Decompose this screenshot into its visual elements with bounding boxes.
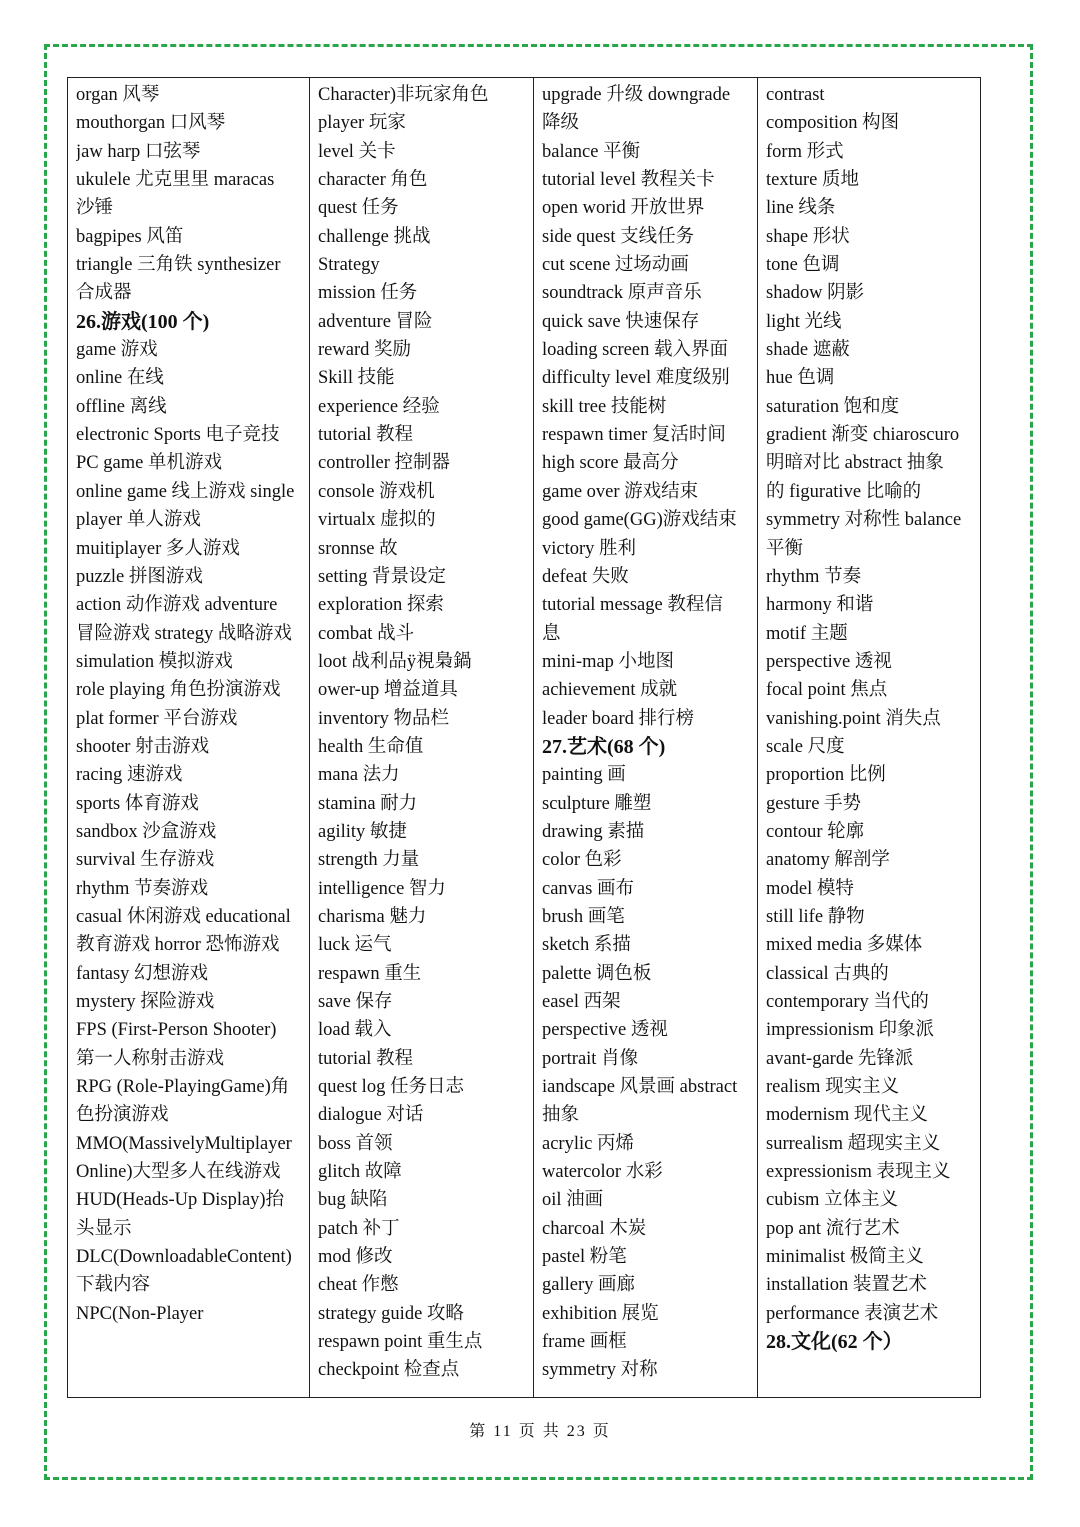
vocab-entry: 明暗对比 abstract 抽象 bbox=[766, 453, 944, 474]
vocab-entry: tutorial message 教程信 bbox=[542, 595, 723, 616]
vocab-entry: DLC(DownloadableContent) bbox=[76, 1247, 292, 1268]
vocab-entry: expressionism 表现主义 bbox=[766, 1162, 951, 1183]
vocab-entry: bug 缺陷 bbox=[318, 1190, 388, 1211]
vocab-entry: portrait 肖像 bbox=[542, 1048, 639, 1069]
vocab-entry: motif 主题 bbox=[766, 623, 848, 644]
vocab-entry: 冒险游戏 strategy 战略游戏 bbox=[76, 623, 292, 644]
vocab-entry: high score 最高分 bbox=[542, 453, 679, 474]
vocab-entry: rhythm 节奏 bbox=[766, 566, 862, 587]
vocab-entry: 教育游戏 horror 恐怖游戏 bbox=[76, 935, 280, 956]
vocab-entry: 息 bbox=[542, 623, 561, 644]
vocab-entry: form 形式 bbox=[766, 141, 844, 162]
section-heading: 26.游戏(100 个) bbox=[76, 310, 210, 333]
vocab-entry: victory 胜利 bbox=[542, 538, 637, 559]
vocab-entry: sronnse 故 bbox=[318, 538, 398, 559]
vocab-entry: challenge 挑战 bbox=[318, 226, 431, 247]
vocab-entry: watercolor 水彩 bbox=[542, 1162, 663, 1183]
vocab-entry: saturation 饱和度 bbox=[766, 396, 900, 417]
vocab-entry: ower-up 增益道具 bbox=[318, 680, 458, 701]
vocab-entry: action 动作游戏 adventure bbox=[76, 595, 278, 616]
vocab-entry: racing 速游戏 bbox=[76, 765, 183, 786]
vocab-entry: 的 figurative 比喻的 bbox=[766, 481, 922, 502]
vocab-entry: scale 尺度 bbox=[766, 736, 845, 757]
vocab-entry: quick save 快速保存 bbox=[542, 311, 700, 332]
vocab-entry: 抽象 bbox=[542, 1105, 580, 1126]
vocab-entry: easel 西架 bbox=[542, 992, 621, 1012]
vocab-entry: health 生命值 bbox=[318, 736, 424, 757]
vocab-entry: gesture 手势 bbox=[766, 793, 862, 814]
section-heading: 28.文化(62 个） bbox=[766, 1331, 903, 1354]
vocab-entry: Strategy bbox=[318, 255, 380, 276]
vocab-entry: dialogue 对话 bbox=[318, 1105, 424, 1126]
vocab-entry: boss 首领 bbox=[318, 1133, 393, 1154]
vocab-entry: FPS (First-Person Shooter) bbox=[76, 1020, 277, 1041]
vocab-entry: mystery 探险游戏 bbox=[76, 992, 215, 1012]
vocab-entry: 合成器 bbox=[76, 283, 132, 304]
vocab-entry: modernism 现代主义 bbox=[766, 1105, 928, 1126]
vocab-entry: respawn timer 复活时间 bbox=[542, 425, 726, 446]
vocab-entry: achievement 成就 bbox=[542, 680, 678, 701]
vocab-entry: survival 生存游戏 bbox=[76, 850, 215, 871]
vocab-entry: tone 色调 bbox=[766, 255, 840, 276]
vocab-entry: checkpoint 检查点 bbox=[318, 1360, 460, 1381]
vocab-entry: NPC(Non-Player bbox=[76, 1303, 204, 1324]
vocab-entry: proportion 比例 bbox=[766, 765, 886, 786]
vocab-entry: hue 色调 bbox=[766, 368, 835, 389]
vocab-entry: inventory 物品栏 bbox=[318, 708, 450, 729]
vocab-entry: online 在线 bbox=[76, 368, 164, 389]
vocab-entry: model 模特 bbox=[766, 878, 854, 899]
vocab-entry: muitiplayer 多人游戏 bbox=[76, 538, 240, 559]
vocab-entry: cheat 作憋 bbox=[318, 1275, 399, 1296]
vocab-entry: contemporary 当代的 bbox=[766, 992, 929, 1012]
vocab-entry: strategy guide 攻略 bbox=[318, 1303, 464, 1324]
vocab-entry: electronic Sports 电子竞技 bbox=[76, 425, 280, 446]
vocab-entry: stamina 耐力 bbox=[318, 793, 418, 814]
vocab-entry: palette 调色板 bbox=[542, 963, 652, 984]
vocab-entry: harmony 和谐 bbox=[766, 595, 874, 616]
vocab-entry: avant-garde 先锋派 bbox=[766, 1048, 914, 1069]
vocab-entry: charcoal 木炭 bbox=[542, 1218, 647, 1239]
vocab-entry: shooter 射击游戏 bbox=[76, 736, 210, 757]
vocab-entry: mouthorgan 口风琴 bbox=[76, 113, 226, 134]
vocab-entry: pop ant 流行艺术 bbox=[766, 1218, 900, 1239]
vocab-entry: still life 静物 bbox=[766, 906, 865, 927]
vocab-entry: Online)大型多人在线游戏 bbox=[76, 1162, 281, 1183]
vocab-entry: character 角色 bbox=[318, 170, 428, 191]
vocab-entry: good game(GG)游戏结束 bbox=[542, 510, 737, 531]
vocab-entry: contour 轮廓 bbox=[766, 821, 865, 842]
vocab-entry: surrealism 超现实主义 bbox=[766, 1133, 941, 1154]
vocab-entry: simulation 模拟游戏 bbox=[76, 651, 233, 672]
vocab-entry: load 载入 bbox=[318, 1020, 392, 1041]
vocab-entry: bagpipes 风笛 bbox=[76, 226, 184, 247]
vocab-entry: save 保存 bbox=[318, 992, 393, 1012]
vocab-entry: quest 任务 bbox=[318, 198, 399, 219]
vocab-entry: sketch 系描 bbox=[542, 935, 631, 956]
vocab-entry: perspective 透视 bbox=[766, 651, 892, 672]
vocab-entry: exhibition 展览 bbox=[542, 1303, 659, 1324]
vocab-entry: mission 任务 bbox=[318, 283, 418, 304]
vocab-entry: tutorial 教程 bbox=[318, 1048, 414, 1069]
vocab-entry: Character)非玩家角色 bbox=[318, 85, 489, 105]
vocab-entry: exploration 探索 bbox=[318, 595, 444, 616]
vocab-entry: combat 战斗 bbox=[318, 623, 415, 644]
vocab-entry: defeat 失败 bbox=[542, 566, 629, 587]
vocab-entry: glitch 故障 bbox=[318, 1162, 402, 1183]
vocab-entry: sports 体育游戏 bbox=[76, 793, 199, 814]
table-column-2 bbox=[310, 78, 534, 1397]
vocab-entry: player 玩家 bbox=[318, 113, 406, 134]
vocab-entry: open worid 开放世界 bbox=[542, 198, 705, 219]
vocab-entry: skill tree 技能树 bbox=[542, 396, 667, 417]
vocab-entry: mixed media 多媒体 bbox=[766, 935, 923, 956]
vocab-entry: game over 游戏结束 bbox=[542, 481, 699, 502]
vocab-entry: RPG (Role-PlayingGame)角 bbox=[76, 1077, 290, 1098]
vocab-entry: loading screen 载入界面 bbox=[542, 340, 728, 361]
vocab-entry: leader board 排行榜 bbox=[542, 708, 695, 729]
vocab-entry: experience 经验 bbox=[318, 396, 440, 417]
vocab-entry: anatomy 解剖学 bbox=[766, 850, 890, 871]
vocab-entry: organ 风琴 bbox=[76, 85, 160, 105]
vocab-entry: side quest 支线任务 bbox=[542, 226, 695, 247]
vocab-entry: puzzle 拼图游戏 bbox=[76, 566, 203, 587]
vocab-entry: frame 画框 bbox=[542, 1332, 627, 1353]
vocab-entry: 降级 bbox=[542, 113, 580, 134]
vocab-entry: composition 构图 bbox=[766, 113, 900, 134]
vocab-entry: charisma 魅力 bbox=[318, 906, 427, 927]
vocab-entry: reward 奖励 bbox=[318, 340, 411, 361]
vocab-entry: casual 休闲游戏 educational bbox=[76, 906, 291, 927]
vocab-entry: light 光线 bbox=[766, 311, 842, 332]
table-column-4 bbox=[758, 78, 980, 1397]
vocab-entry: role playing 角色扮演游戏 bbox=[76, 680, 281, 701]
vocab-entry: pastel 粉笔 bbox=[542, 1247, 627, 1268]
vocab-entry: fantasy 幻想游戏 bbox=[76, 963, 209, 984]
vocab-entry: symmetry 对称性 balance bbox=[766, 510, 962, 531]
vocab-entry: mod 修改 bbox=[318, 1247, 393, 1268]
vocab-entry: performance 表演艺术 bbox=[766, 1303, 939, 1324]
vocab-entry: canvas 画布 bbox=[542, 878, 634, 899]
vocab-entry: rhythm 节奏游戏 bbox=[76, 878, 209, 899]
vocab-entry: gallery 画廊 bbox=[542, 1275, 635, 1296]
vocab-entry: focal point 焦点 bbox=[766, 680, 888, 701]
vocab-entry: iandscape 风景画 abstract bbox=[542, 1077, 738, 1098]
vocab-entry: shape 形状 bbox=[766, 226, 850, 247]
vocab-entry: painting 画 bbox=[542, 765, 626, 786]
vocab-entry: line 线条 bbox=[766, 198, 836, 219]
vocab-entry: jaw harp 口弦琴 bbox=[76, 141, 201, 162]
vocab-entry: level 关卡 bbox=[318, 141, 396, 162]
vocab-entry: cut scene 过场动画 bbox=[542, 255, 689, 276]
vocab-entry: respawn point 重生点 bbox=[318, 1332, 483, 1353]
vocab-entry: brush 画笔 bbox=[542, 906, 625, 927]
vocab-entry: mana 法力 bbox=[318, 765, 400, 786]
vocab-entry: online game 线上游戏 single bbox=[76, 481, 295, 502]
vocab-entry: color 色彩 bbox=[542, 850, 622, 871]
vocab-entry: game 游戏 bbox=[76, 340, 158, 361]
vocab-entry: upgrade 升级 downgrade bbox=[542, 85, 731, 105]
vocab-entry: controller 控制器 bbox=[318, 453, 451, 474]
vocab-entry: sculpture 雕塑 bbox=[542, 793, 652, 814]
vocab-entry: 第一人称射击游戏 bbox=[76, 1048, 225, 1069]
vocab-entry: acrylic 丙烯 bbox=[542, 1133, 634, 1154]
vocab-entry: tutorial level 教程关卡 bbox=[542, 170, 715, 191]
vocab-entry: PC game 单机游戏 bbox=[76, 453, 222, 474]
vocab-entry: MMO(MassivelyMultiplayer bbox=[76, 1133, 292, 1154]
vocab-entry: patch 补丁 bbox=[318, 1218, 400, 1239]
vocab-entry: mini-map 小地图 bbox=[542, 651, 675, 672]
table-column-1 bbox=[68, 78, 310, 1397]
vocab-entry: contrast bbox=[766, 85, 825, 105]
vocab-entry: cubism 立体主义 bbox=[766, 1190, 899, 1211]
vocab-entry: drawing 素描 bbox=[542, 821, 645, 842]
vocab-entry: minimalist 极简主义 bbox=[766, 1247, 924, 1268]
section-heading: 27.艺术(68 个) bbox=[542, 735, 666, 758]
vocab-entry: perspective 透视 bbox=[542, 1020, 668, 1041]
vocab-entry: respawn 重生 bbox=[318, 963, 422, 984]
page-number: 第 11 页 共 23 页 bbox=[469, 1423, 611, 1440]
vocab-entry: 头显示 bbox=[76, 1218, 132, 1239]
vocab-entry: HUD(Heads-Up Display)抬 bbox=[76, 1190, 285, 1211]
vocab-entry: Skill 技能 bbox=[318, 368, 395, 389]
vocab-entry: loot 战利品ÿ視梟鍋 bbox=[318, 651, 472, 672]
vocab-entry: gradient 渐变 chiaroscuro bbox=[766, 425, 960, 446]
vocab-entry: 色扮演游戏 bbox=[76, 1105, 169, 1126]
vocab-entry: 平衡 bbox=[766, 538, 804, 559]
vocab-entry: player 单人游戏 bbox=[76, 510, 201, 531]
vocab-entry: shade 遮蔽 bbox=[766, 340, 850, 361]
vocab-entry: intelligence 智力 bbox=[318, 878, 446, 899]
vocab-entry: oil 油画 bbox=[542, 1190, 604, 1211]
vocab-entry: vanishing.point 消失点 bbox=[766, 708, 941, 729]
vocab-entry: quest log 任务日志 bbox=[318, 1077, 464, 1098]
vocab-entry: texture 质地 bbox=[766, 170, 859, 191]
vocab-entry: balance 平衡 bbox=[542, 141, 641, 162]
vocab-entry: virtualx 虚拟的 bbox=[318, 510, 436, 531]
vocab-entry: strength 力量 bbox=[318, 850, 420, 871]
vocab-entry: triangle 三角铁 synthesizer bbox=[76, 255, 281, 276]
vocab-entry: offline 离线 bbox=[76, 396, 167, 417]
vocab-entry: 下载内容 bbox=[76, 1275, 151, 1296]
vocab-entry: impressionism 印象派 bbox=[766, 1020, 935, 1041]
vocab-entry: sandbox 沙盒游戏 bbox=[76, 821, 217, 842]
vocab-entry: console 游戏机 bbox=[318, 481, 435, 502]
vocab-entry: realism 现实主义 bbox=[766, 1077, 900, 1098]
vocab-entry: shadow 阴影 bbox=[766, 283, 865, 304]
vocab-entry: ukulele 尤克里里 maracas bbox=[76, 170, 275, 191]
vocab-entry: symmetry 对称 bbox=[542, 1360, 658, 1381]
vocab-entry: tutorial 教程 bbox=[318, 425, 414, 446]
vocab-entry: setting 背景设定 bbox=[318, 566, 446, 587]
vocab-entry: installation 装置艺术 bbox=[766, 1275, 927, 1296]
vocab-entry: plat former 平台游戏 bbox=[76, 708, 238, 729]
vocab-entry: soundtrack 原声音乐 bbox=[542, 283, 702, 304]
vocabulary-table bbox=[67, 77, 981, 1398]
vocab-entry: luck 运气 bbox=[318, 935, 392, 956]
vocab-entry: agility 敏捷 bbox=[318, 821, 407, 842]
vocab-entry: 沙锤 bbox=[76, 198, 114, 219]
table-column-3 bbox=[534, 78, 758, 1397]
vocab-entry: difficulty level 难度级别 bbox=[542, 368, 730, 389]
vocab-entry: classical 古典的 bbox=[766, 963, 889, 984]
vocab-entry: adventure 冒险 bbox=[318, 311, 433, 332]
